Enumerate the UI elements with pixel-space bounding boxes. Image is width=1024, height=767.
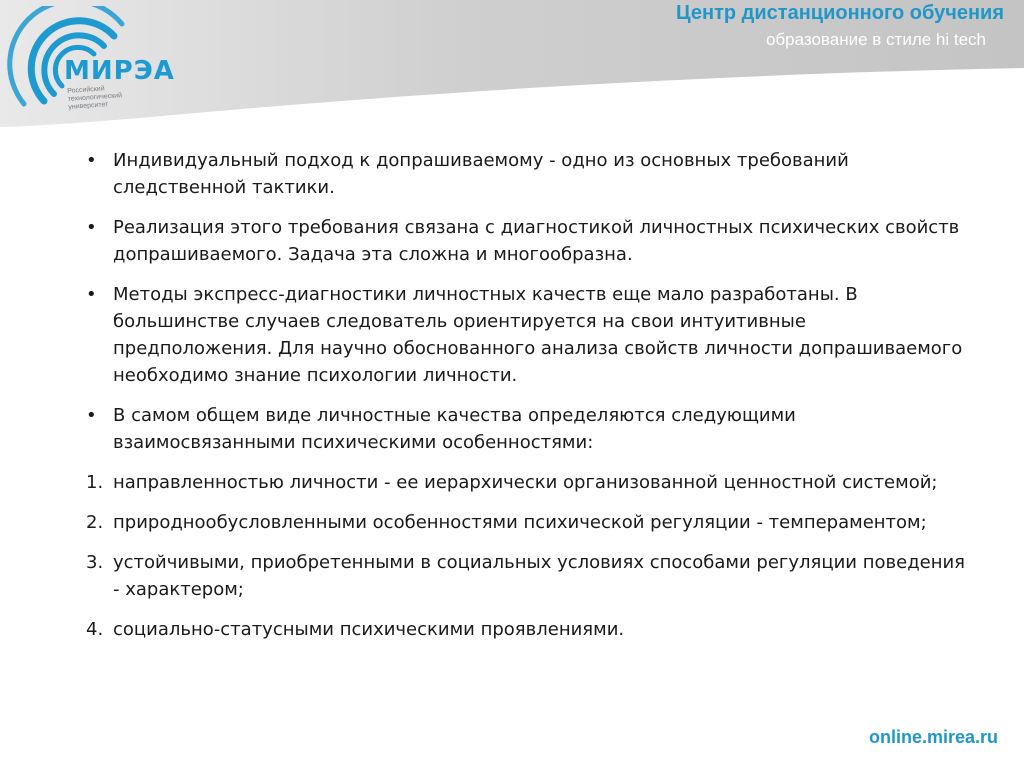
bullet-item — [86, 214, 966, 268]
numbered-item — [86, 469, 966, 496]
bullet-text: В самом общем виде личностные качества определяются следующими взаимосвязанными психическими особенностями: — [113, 405, 796, 453]
number-marker: 3. — [86, 552, 104, 573]
numbered-text: устойчивыми, приобретенными в социальных условиях способами регуляции поведения - характером; — [113, 552, 966, 600]
bullet-text: Методы экспресс-диагностики личностных качеств еще мало разработаны. В большинстве случаев следователь ориентируется на свои интуитивные предположения. Для научно обоснованного анализа свойств личности допрашиваемого необходимо знание психологии личности. — [113, 284, 963, 386]
header-title: Центр дистанционного обучения — [676, 2, 1004, 24]
logo-word: МИРЭА — [64, 56, 175, 86]
numbered-text: направленностью личности - ее иерархически организованной ценностной системой; — [113, 472, 938, 493]
footer-url: online.mirea.ru — [868, 727, 998, 747]
numbered-text: социально-статусными психическими проявлениями. — [113, 619, 625, 640]
numbered-item — [86, 509, 966, 536]
bullet-marker: • — [86, 284, 97, 305]
slide-content — [86, 147, 966, 656]
mirea-logo — [4, 6, 194, 116]
bullet-marker: • — [86, 150, 97, 171]
bullet-text: Реализация этого требования связана с диагностикой личностных психических свойств допрашиваемого. Задача эта сложна и многообразна. — [113, 217, 960, 265]
bullet-item — [86, 281, 966, 389]
header-subtitle: образование в стиле hi tech — [765, 30, 986, 49]
logo-subtitle: Российский технологический университет — [67, 85, 123, 111]
bullet-item — [86, 402, 966, 456]
number-marker: 4. — [86, 619, 104, 640]
numbered-item — [86, 549, 966, 603]
bullet-item — [86, 147, 966, 201]
bullet-text: Индивидуальный подход к допрашиваемому - одно из основных требований следственной тактики. — [113, 150, 849, 198]
numbered-text: природнообусловленными особенностями психической регуляции - темпераментом; — [113, 512, 927, 533]
bullet-marker: • — [86, 405, 97, 426]
number-marker: 1. — [86, 472, 104, 493]
number-marker: 2. — [86, 512, 104, 533]
bullet-marker: • — [86, 217, 97, 238]
numbered-item — [86, 616, 966, 643]
